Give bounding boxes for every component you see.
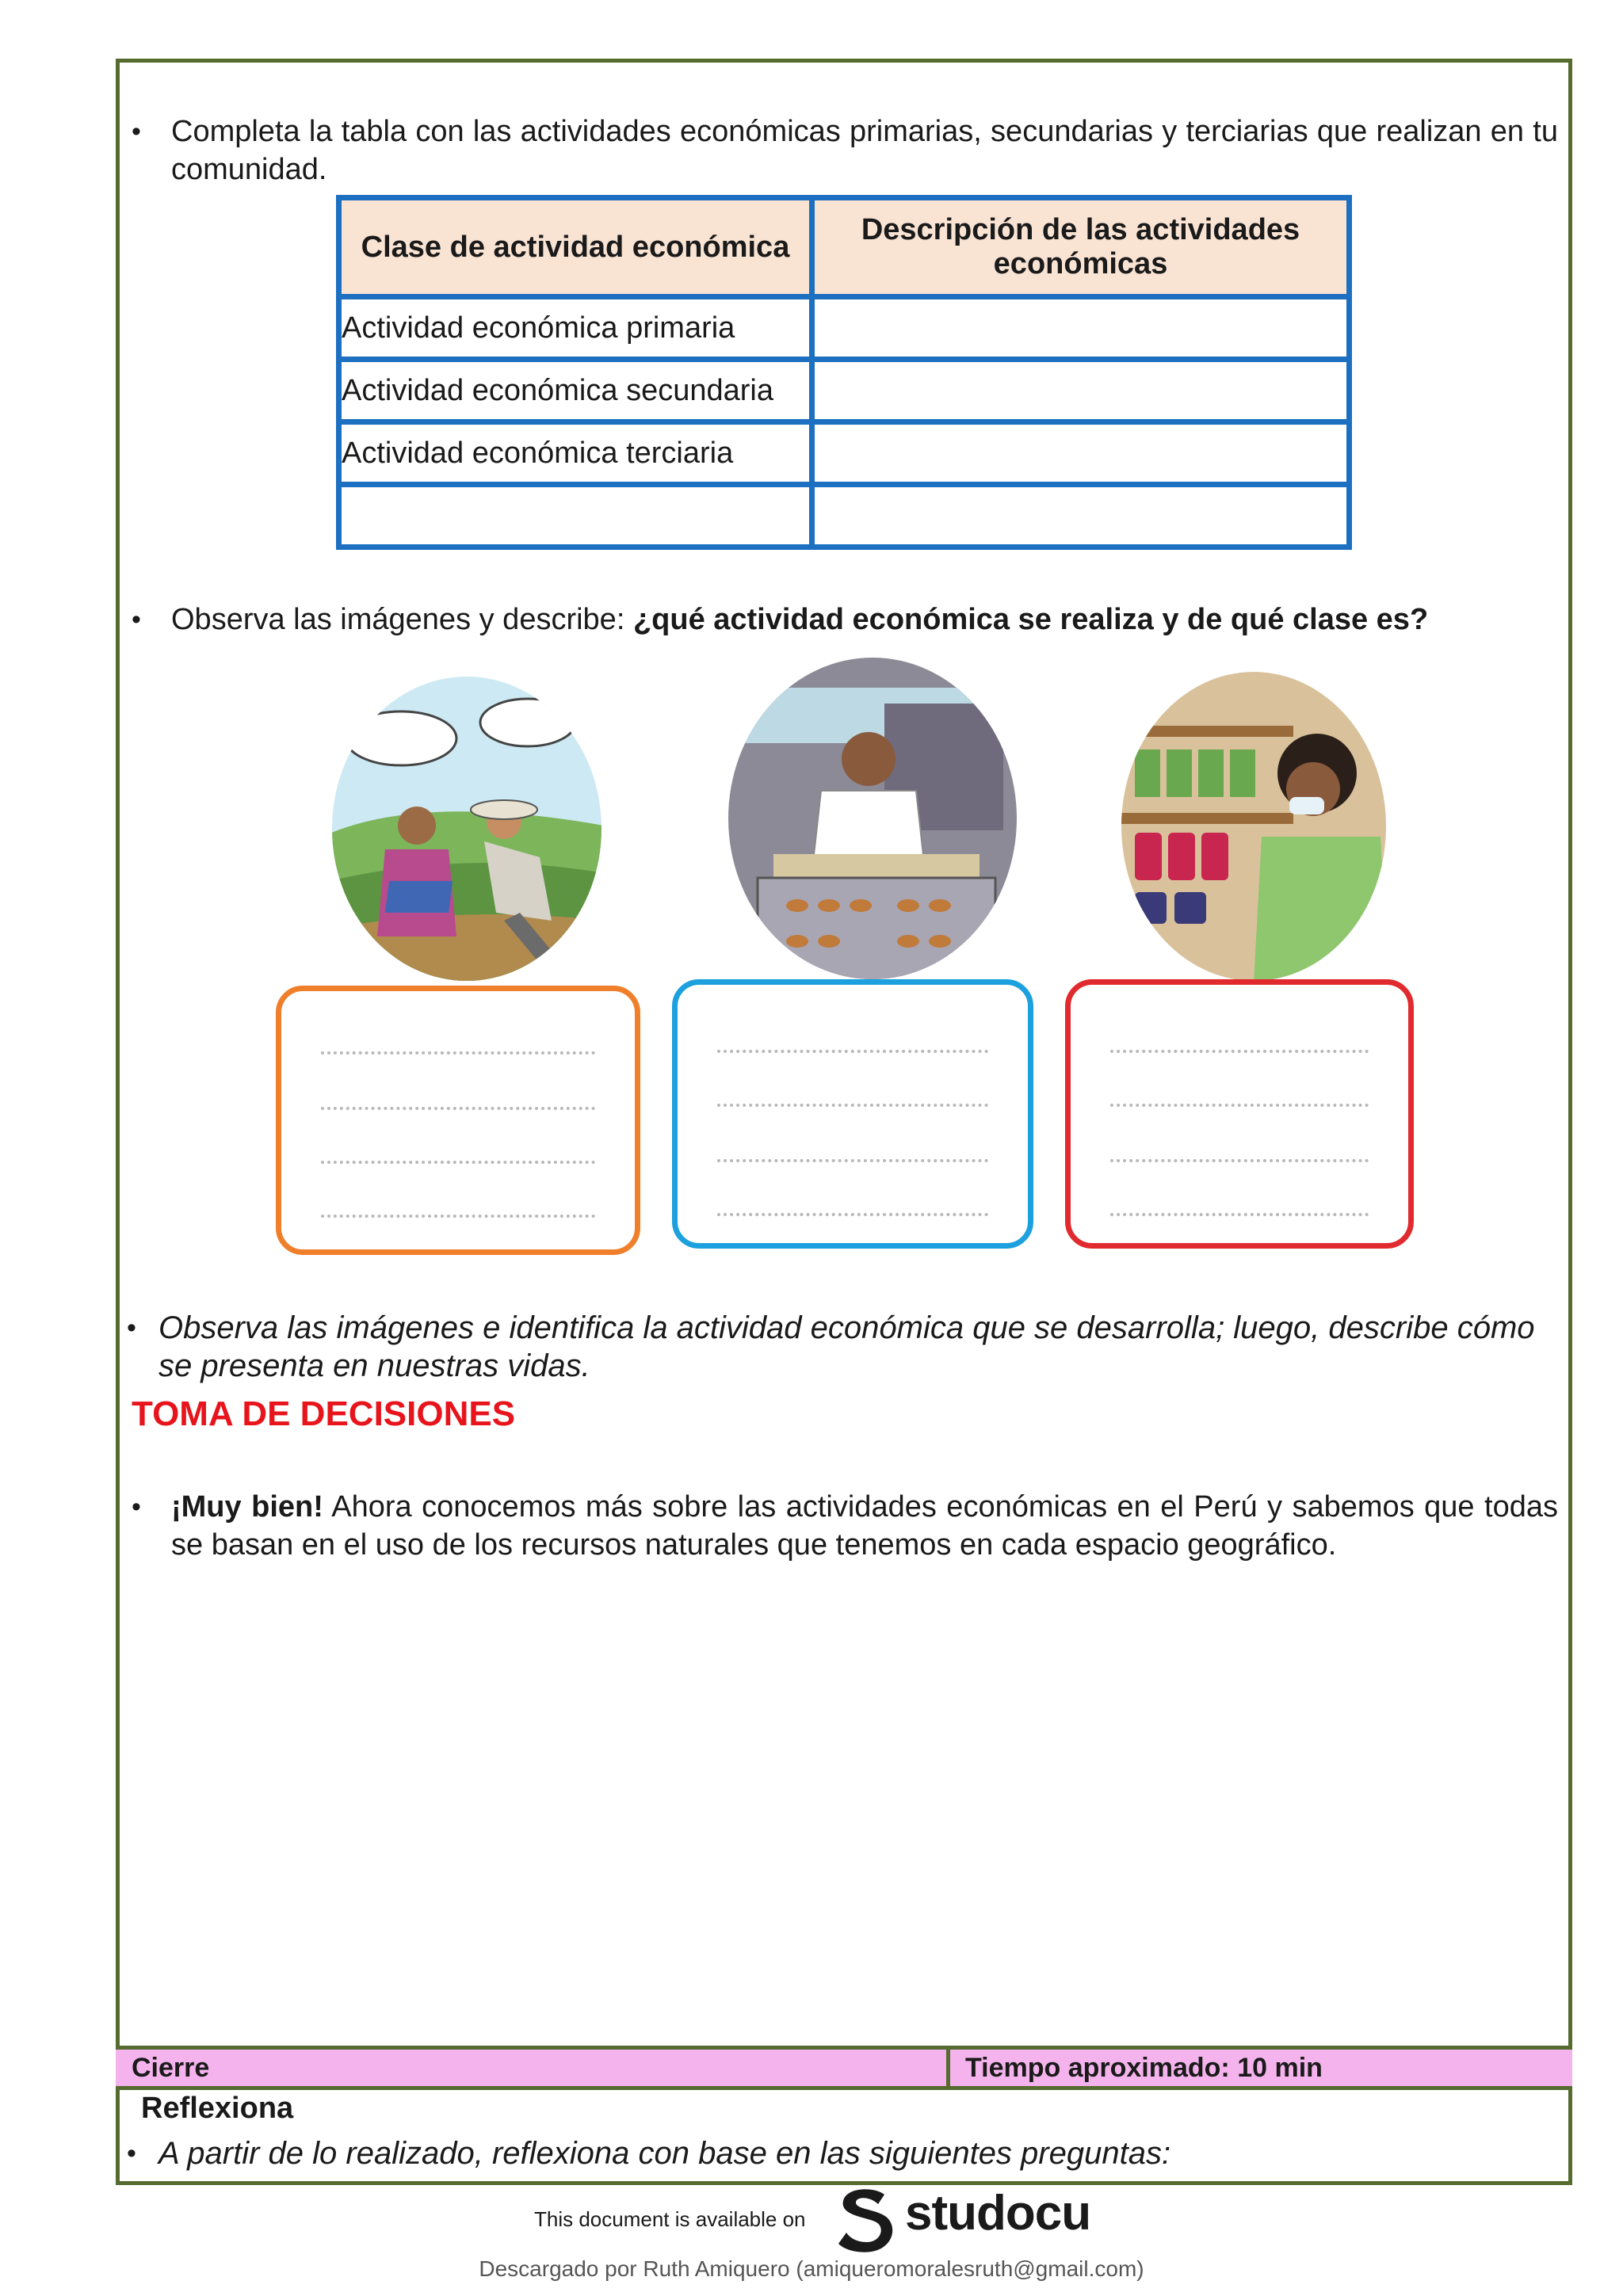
table-header-cell: Clase de actividad económica <box>339 198 812 297</box>
baker-illustration <box>726 656 1019 981</box>
table-cell[interactable] <box>339 485 812 547</box>
table-row <box>339 297 1350 360</box>
observe-text: Observa las imágenes y describe: <box>171 603 633 636</box>
table-cell: Actividad económica secundaria <box>339 360 812 422</box>
table-row <box>339 485 1350 547</box>
activities-table <box>336 195 1352 550</box>
dotted-line <box>321 1161 595 1164</box>
table-row <box>339 360 1350 422</box>
observe-question: ¿qué actividad económica se realiza y de qué clase es? <box>632 603 1429 636</box>
dotted-line <box>1110 1213 1369 1216</box>
dotted-line <box>717 1104 988 1107</box>
studocu-brand[interactable]: studocu <box>905 2186 1091 2241</box>
bullet-marker: • <box>127 2138 136 2168</box>
table-header-row <box>339 198 1350 297</box>
identify-text: Observa las imágenes e identifica la actividad económica que se desarrolla; luego, describe cómo se presenta en nuestras vidas. <box>158 1310 1535 1383</box>
reflexiona-bullet <box>127 2134 1561 2174</box>
bullet-marker: • <box>132 1492 141 1522</box>
identify-bullet <box>127 1309 1561 1388</box>
muy-bien-label: ¡Muy bien! <box>171 1490 323 1524</box>
table-cell: Actividad económica terciaria <box>339 422 812 485</box>
dotted-line <box>1110 1104 1369 1107</box>
table-input-cell[interactable] <box>812 485 1350 547</box>
muy-bien-bullet <box>132 1488 1558 1567</box>
table-input-cell[interactable] <box>812 422 1350 485</box>
dotted-line <box>321 1051 595 1055</box>
intro-text: Completa la tabla con las actividades económicas primarias, secundarias y terciarias que realizan en tu comunidad. <box>171 115 1558 186</box>
bullet-marker: • <box>127 1313 136 1343</box>
footer-download-credit: Descargado por Ruth Amiquero (amiqueromoralesruth@gmail.com) <box>479 2256 1144 2281</box>
table-header-cell: Descripción de las actividades económicas <box>812 198 1350 297</box>
answer-box-baker[interactable] <box>672 979 1033 1249</box>
bullet-marker: • <box>132 605 141 635</box>
answer-box-farmers[interactable] <box>276 986 640 1255</box>
table-input-cell[interactable] <box>812 297 1350 360</box>
cierre-bar <box>116 2046 1572 2090</box>
dotted-line <box>717 1213 988 1216</box>
section-title: TOMA DE DECISIONES <box>132 1394 516 1433</box>
cierre-label: Cierre <box>132 2053 210 2083</box>
muy-bien-text: Ahora conocemos más sobre las actividades económicas en el Perú y sabemos que todas se basan en el uso de los recursos naturales que tenemos en cada espacio geográfico. <box>171 1490 1558 1562</box>
table-input-cell[interactable] <box>812 360 1350 422</box>
footer-available-text: This document is available on <box>534 2207 806 2231</box>
studocu-logo-icon[interactable] <box>835 2187 900 2253</box>
reflexiona-title: Reflexiona <box>141 2092 294 2125</box>
dotted-line <box>1110 1159 1369 1162</box>
shopper-illustration <box>1119 670 1388 982</box>
dotted-line <box>321 1215 595 1218</box>
farmers-illustration <box>330 675 604 982</box>
dotted-line <box>717 1159 988 1162</box>
answer-box-shopper[interactable] <box>1065 979 1414 1249</box>
reflexiona-text: A partir de lo realizado, reflexiona con base en las siguientes preguntas: <box>158 2136 1171 2171</box>
cierre-time: Tiempo aproximado: 10 min <box>965 2053 1323 2083</box>
dotted-line <box>1110 1050 1369 1053</box>
table-row <box>339 422 1350 485</box>
intro-bullet <box>132 113 1558 189</box>
observe-bullet <box>132 601 1558 640</box>
dotted-line <box>321 1107 595 1110</box>
table-cell: Actividad económica primaria <box>339 297 812 360</box>
bullet-marker: • <box>132 116 141 147</box>
dotted-line <box>717 1050 988 1053</box>
cierre-divider <box>946 2050 950 2086</box>
